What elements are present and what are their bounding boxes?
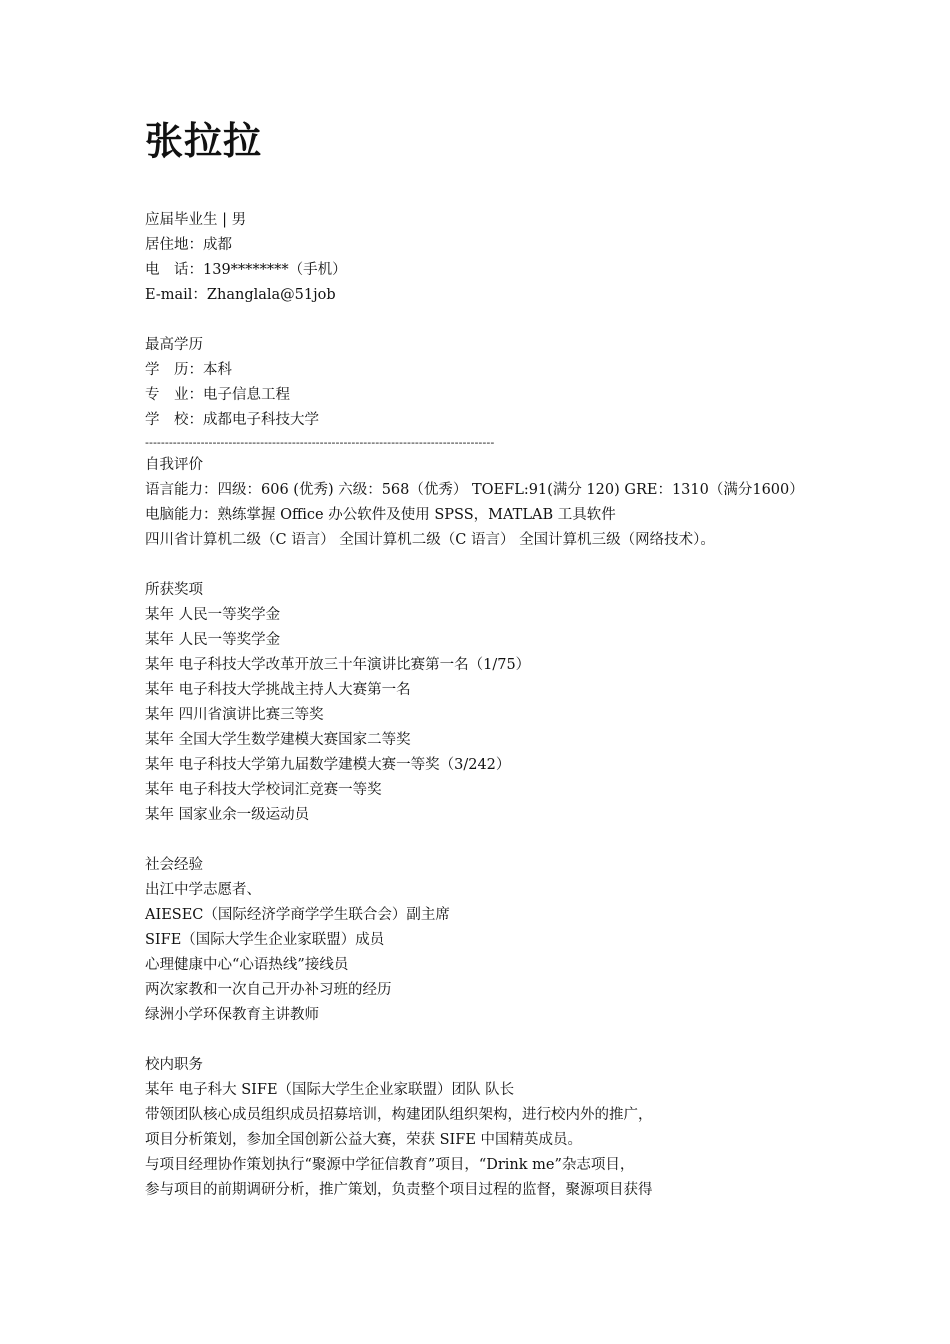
awards-heading: 所获奖项 xyxy=(145,582,203,598)
social-item: 绿洲小学环保教育主讲教师 xyxy=(145,1007,319,1023)
self-eval-heading: 自我评价 xyxy=(145,457,203,473)
award-item: 某年 全国大学生数学建模大赛国家二等奖 xyxy=(145,732,411,748)
social-heading: 社会经验 xyxy=(145,857,203,873)
campus-item: 参与项目的前期调研分析，推广策划，负责整个项目过程的监督，聚源项目获得 xyxy=(145,1182,653,1198)
social-experience-section xyxy=(145,853,810,1028)
education-school: 学 校：成都电子科技大学 xyxy=(145,412,319,428)
education-heading: 最高学历 xyxy=(145,337,203,353)
campus-positions-section xyxy=(145,1053,810,1203)
basic-info-section xyxy=(145,208,810,308)
spacer xyxy=(145,308,810,333)
section-separator: ---------------------------------------------------------------------------------------- xyxy=(145,436,495,449)
campus-item: 带领团队核心成员组织成员招募培训，构建团队组织架构，进行校内外的推广， xyxy=(145,1107,653,1123)
campus-item: 与项目经理协作策划执行“聚源中学征信教育”项目，“Drink me”杂志项目， xyxy=(145,1157,635,1173)
residence: 居住地：成都 xyxy=(145,237,232,253)
spacer xyxy=(145,1028,810,1053)
awards-section xyxy=(145,578,810,828)
email: E-mail：Zhanglala@51job xyxy=(145,287,336,303)
social-item: AIESEC（国际经济学商学学生联合会）副主席 xyxy=(145,907,450,923)
campus-heading: 校内职务 xyxy=(145,1057,203,1073)
computer-ability: 电脑能力：熟练掌握 Office 办公软件及使用 SPSS，MATLAB 工具软件 xyxy=(145,507,616,523)
resume-body xyxy=(145,208,810,1203)
award-item: 某年 人民一等奖学金 xyxy=(145,632,281,648)
award-item: 某年 电子科技大学校词汇竞赛一等奖 xyxy=(145,782,382,798)
award-item: 某年 电子科技大学改革开放三十年演讲比赛第一名（1/75） xyxy=(145,657,531,673)
award-item: 某年 人民一等奖学金 xyxy=(145,607,281,623)
social-item: 出江中学志愿者、 xyxy=(145,882,261,898)
social-item: 两次家教和一次自己开办补习班的经历 xyxy=(145,982,392,998)
campus-item: 项目分析策划，参加全国创新公益大赛，荣获 SIFE 中国精英成员。 xyxy=(145,1132,583,1148)
campus-item: 某年 电子科大 SIFE（国际大学生企业家联盟）团队 队长 xyxy=(145,1082,515,1098)
social-item: SIFE（国际大学生企业家联盟）成员 xyxy=(145,932,385,948)
computer-certs: 四川省计算机二级（C 语言） 全国计算机二级（C 语言） 全国计算机三级（网络技术）。 xyxy=(145,532,715,548)
education-degree: 学 历：本科 xyxy=(145,362,232,378)
award-item: 某年 国家业余一级运动员 xyxy=(145,807,310,823)
candidate-name: 张拉拉 xyxy=(145,118,263,163)
language-ability: 语言能力：四级：606 (优秀) 六级：568（优秀） TOEFL:91(满分 120) GRE：1310（满分1600） xyxy=(145,482,804,498)
award-item: 某年 电子科技大学第九届数学建模大赛一等奖（3/242） xyxy=(145,757,511,773)
self-evaluation-section xyxy=(145,453,810,553)
phone: 电 话：139********（手机） xyxy=(145,262,347,278)
spacer xyxy=(145,828,810,853)
education-major: 专 业：电子信息工程 xyxy=(145,387,290,403)
spacer xyxy=(145,553,810,578)
award-item: 某年 电子科技大学挑战主持人大赛第一名 xyxy=(145,682,411,698)
social-item: 心理健康中心“心语热线”接线员 xyxy=(145,957,349,973)
award-item: 某年 四川省演讲比赛三等奖 xyxy=(145,707,324,723)
education-section xyxy=(145,333,810,433)
status-gender: 应届毕业生 | 男 xyxy=(145,212,247,228)
